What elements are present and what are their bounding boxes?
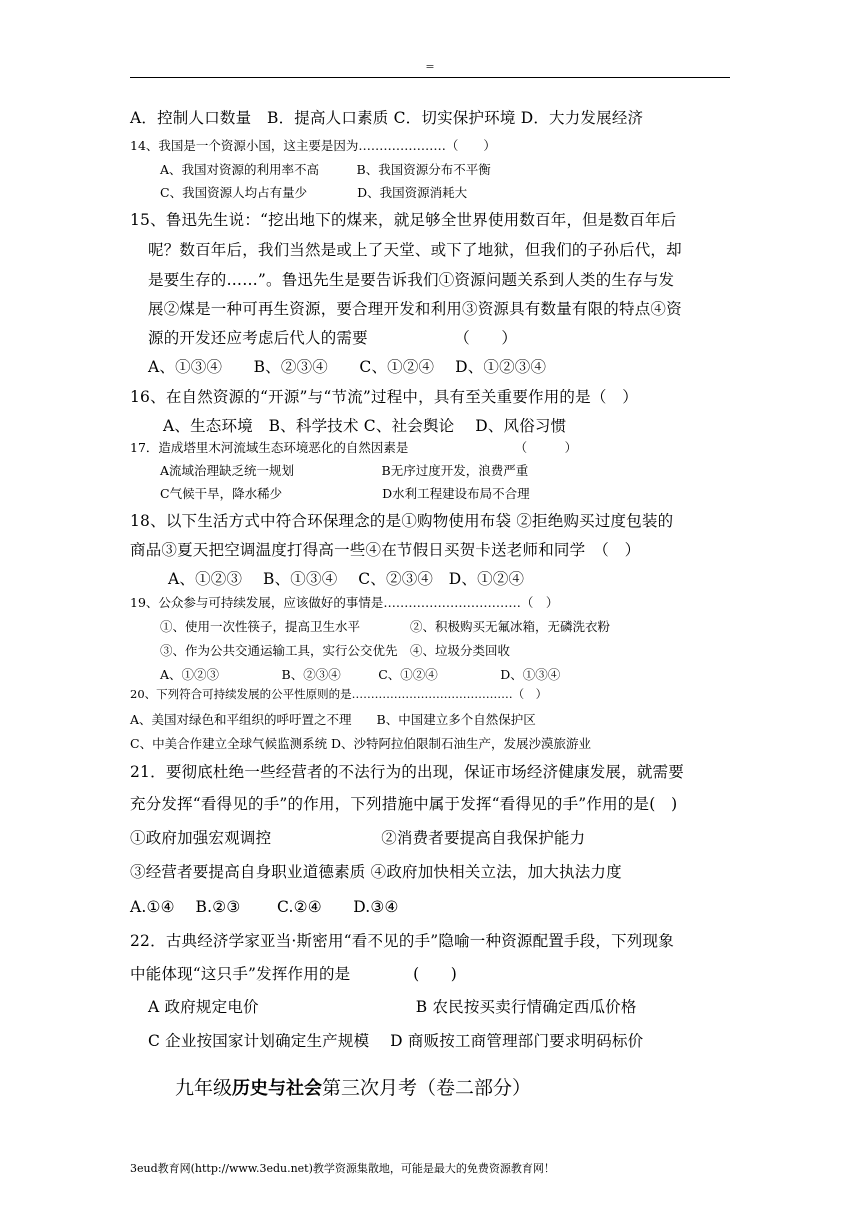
question-line: 15、鲁迅先生说：“挖出地下的煤来，就足够全世界使用数百年，但是数百年后 [130, 211, 677, 229]
question-line: A、生态环境 B、科学技术 C、社会舆论 D、风俗习惯 [163, 417, 567, 435]
question-line: 18、以下生活方式中符合环保理念的是①购物使用布袋 ②拒绝购买过度包装的 [130, 512, 674, 530]
question-line: 16、在自然资源的“开源”与“节流”过程中，具有至关重要作用的是（ ） [130, 388, 638, 406]
question-line: A．控制人口数量 B．提高人口素质 C．切实保护环境 D．大力发展经济 [130, 109, 644, 127]
question-line: 是要生存的……”。鲁迅先生是要告诉我们①资源问题关系到人类的生存与发 [148, 271, 675, 289]
question-line: 源的开发还应考虑后代人的需要 （ ） [148, 329, 518, 347]
question-line: A、①③④ B、②③④ C、①②④ D、①②③④ [148, 358, 547, 376]
question-line: A、①②③ B、①③④ C、②③④ D、①②④ [168, 570, 525, 588]
question-line: C气候干旱，降水稀少 D水利工程建设布局不合理 [160, 486, 530, 501]
question-line: ③、作为公共交通运输工具，实行公交优先 ④、垃圾分类回收 [160, 643, 511, 658]
question-line: A、美国对绿色和平组织的呼吁置之不理 B、中国建立多个自然保护区 [130, 712, 536, 727]
section-title [175, 1073, 531, 1100]
section-title-exam: 第三次月考（卷二部分） [322, 1077, 532, 1099]
question-line: 充分发挥“看得见的手”的作用，下列措施中属于发挥“看得见的手”作用的是( ) [130, 795, 678, 813]
question-line: 14、我国是一个资源小国，这主要是因为…………………（ ） [130, 138, 496, 153]
question-line: C、中美合作建立全球气候监测系统 D、沙特阿拉伯限制石油生产，发展沙漠旅游业 [130, 736, 592, 751]
question-line: A 政府规定电价 B 农民按买卖行情确定西瓜价格 [148, 998, 637, 1016]
question-line: 22．古典经济学家亚当·斯密用“看不见的手”隐喻一种资源配置手段，下列现象 [130, 932, 674, 950]
header-mark: = [425, 60, 435, 73]
question-line: A流域治理缺乏统一规划 B无序过度开发，浪费严重 [160, 463, 529, 478]
question-line: C 企业按国家计划确定生产规模 D 商贩按工商管理部门要求明码标价 [148, 1032, 644, 1050]
question-line: ③经营者要提高自身职业道德素质 ④政府加快相关立法，加大执法力度 [130, 863, 622, 881]
question-line: 21．要彻底杜绝一些经营者的不法行为的出现，保证市场经济健康发展，就需要 [130, 763, 684, 781]
question-line: 商品③夏天把空调温度打得高一些④在节假日买贺卡送老师和同学 （ ） [130, 541, 641, 559]
question-line: C、我国资源人均占有量少 D、我国资源消耗大 [160, 185, 468, 200]
footer-text: 3eud教育网(http://www.3edu.net)教学资源集散地，可能是最大的免费资源教育网！ [130, 1162, 555, 1175]
question-line: 20、下列符合可持续发展的公平性原则的是……………………………………（ ） [130, 687, 548, 701]
question-line: ①、使用一次性筷子，提高卫生水平 ②、积极购买无氟冰箱，无磷洗衣粉 [160, 619, 611, 634]
question-line: 展②煤是一种可再生资源，要合理开发和利用③资源具有数量有限的特点④资 [148, 300, 682, 318]
section-title-grade: 九年级 [175, 1077, 233, 1099]
header-rule [130, 77, 730, 78]
question-line: 中能体现“这只手”发挥作用的是 ( ) [130, 965, 458, 983]
question-line: A.①④ B.②③ C.②④ D.③④ [130, 898, 399, 916]
section-title-subject: 历史与社会 [232, 1078, 323, 1099]
question-line: 呢？数百年后，我们当然是或上了天堂、或下了地狱，但我们的子孙后代，却 [148, 241, 682, 259]
question-line: 17．造成塔里木河流域生态环境恶化的自然因素是 （ ） [130, 440, 578, 455]
question-line: 19、公众参与可持续发展，应该做好的事情是……………………………（ ） [130, 595, 559, 610]
question-line: ①政府加强宏观调控 ②消费者要提高自我保护能力 [130, 829, 586, 847]
question-line: A、①②③ B、②③④ C、①②④ D、①③④ [160, 667, 561, 682]
question-line: A、我国对资源的利用率不高 B、我国资源分布不平衡 [160, 162, 491, 177]
